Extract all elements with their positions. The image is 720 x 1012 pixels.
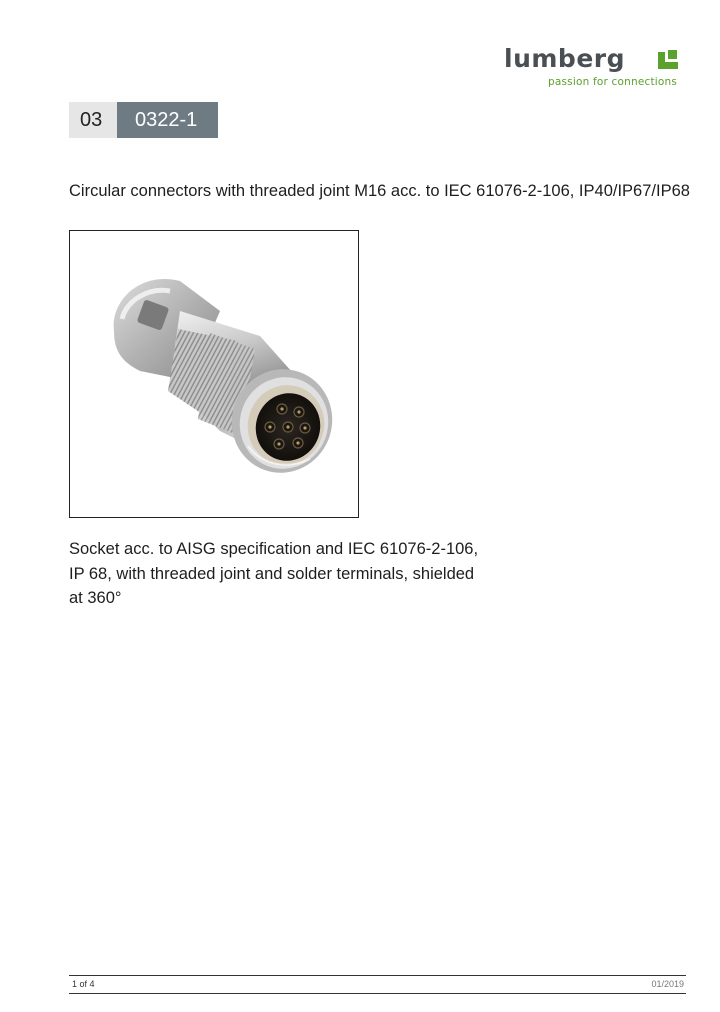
logo-wordmark: lumberg — [504, 44, 625, 73]
footer-date: 01/2019 — [651, 979, 684, 989]
part-number: 0322-1 — [117, 102, 218, 138]
footer-rule-bottom — [69, 993, 686, 994]
footer-page-number: 1 of 4 — [72, 979, 95, 989]
series-code: 03 — [69, 102, 117, 138]
footer-rule-top — [69, 975, 686, 976]
product-headline: Circular connectors with threaded joint M16 acc. to IEC 61076-2-106, IP40/IP67/IP68 — [69, 182, 690, 200]
lumberg-logo — [500, 46, 690, 92]
connector-photo — [70, 231, 358, 517]
product-image-frame — [69, 230, 359, 518]
product-description: Socket acc. to AISG specification and IEC 61076-2-106, IP 68, with threaded joint and solder terminals, shielded at 360° — [69, 540, 479, 607]
logo-tagline: passion for connections — [548, 76, 678, 88]
logo-mark-icon — [657, 49, 679, 71]
